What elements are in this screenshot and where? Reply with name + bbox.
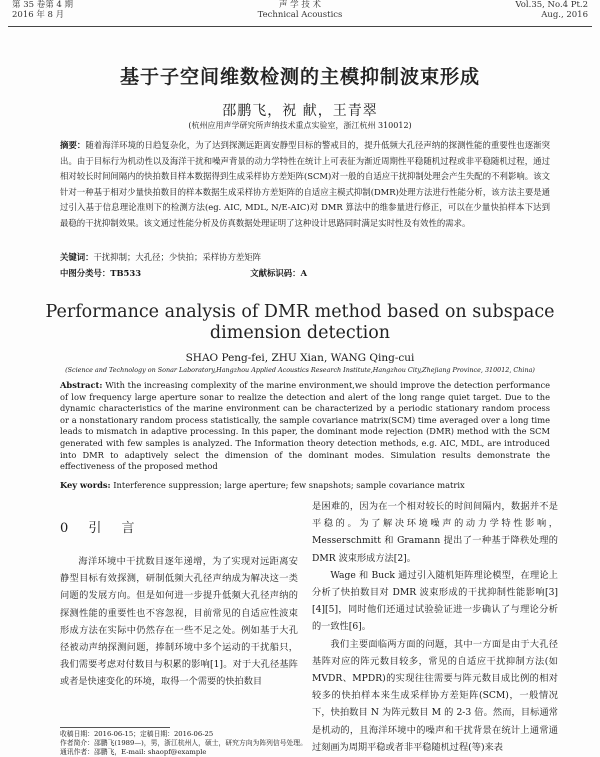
journal-issue: Vol.35, No.4 Pt.2 Aug., 2016 (515, 0, 588, 20)
title-zh: 基于子空间维数检测的主模抑制波束形成 (119, 66, 480, 88)
clc-value: TB533 (110, 268, 142, 278)
body-paragraph-2: Wage 和 Buck 通过引入随机矩阵理论模型，在理论上分析了快拍数目对 DMR 波束形成的干扰抑制性能影响[3][4][5]，同时他们还通过试验验证进一步确认了与理论分析的一致性[6]。 (312, 569, 558, 633)
abstract-en (60, 380, 550, 473)
body-paragraph-1: 是困难的，因为在一个相对较长的时间间隔内，数据并不是平稳的。为了解决环境噪声的动力学特性影响，Messerschmitt 和 Gramann 提出了一种基于降秩处理的 DMR 波束形成方法[2]。 (312, 501, 558, 564)
keywords-en (60, 480, 550, 491)
keywords-zh (60, 250, 550, 264)
affiliation-en: (Science and Technology on Sonar Laboratory,Hangzhou Applied Acoustics Research Institute,Hangzhou City,Zhejiang Province, 310012, China) (65, 366, 535, 374)
abstract-en-text: With the increasing complexity of the marine environment,we should improve the detection performance of low frequency large aperture sonar to realize the detection and alert of the long range quiet target. Due to the dynamic characteristics of the marine environment can be characterized by a periodic stationary random process or a nonstationary random process statistically, the sample covariance matrix(SCM) time averaged over a long time leads to mismatch in adaptive processing. In this paper, the dominant mode rejection (DMR) method with the SCM generated with few samples is analyzed. The Information theory detection methods, e.g. AIC, MDL, are introduced into DMR to adaptively select the dimension of the dominant modes. Simulation results demonstrate the effectiveness of the proposed method (60, 380, 550, 472)
abstract-zh (60, 138, 550, 231)
keywords-en-text: Interference suppression; large aperture; few snapshots; sample covariance matrix (113, 480, 465, 490)
body-paragraph-3: 我们主要面临两方面的问题，其中一方面是由于大孔径基阵对应的阵元数目较多，常见的自适应干扰抑制方法(如 MVDR、MPDR)的实现往往需要与阵元数目成比例的相对较多的快拍样本来生成采样协方差矩阵(SCM)，一般情况下，快拍数目 N 为阵元数目 M 的 2-3 倍。然而，目标通常是机动的，且海洋环境中的噪声和干扰背景在统计上通常通过刻画为周期平稳或者非平稳随机过程(等)来表 (312, 638, 558, 753)
section-heading: 0 引 言 (60, 521, 143, 536)
abstract-zh-label: 摘要： (60, 140, 86, 150)
body-column-left: 海洋环境中干扰数目逐年递增，为了实现对远距离安静型目标有效探测，研制低频大孔径声纳成为解决这一类问题的发展方向。但是如何进一步提升低频大孔径声纳的探测性能的重要性也不容忽视，目前常见的自适应性波束形成方法在实际中仍然存在一些不足之处。例如基于大孔径被动声纳探测问题，捧制环境中多个运动的干扰船只，我们需要考虑对付数目与积累的影响[1]。对于大孔径基阵或者是快速变化的环境，取得一个需要的快拍数目 (60, 556, 298, 688)
keywords-zh-text: 干扰抑制；大孔径；少快拍；采样协方差矩阵 (93, 252, 261, 262)
footnote-rule (60, 727, 170, 728)
footnote-received: 收稿日期：2016-06-15；定稿日期：2016-06-25 (60, 730, 214, 738)
classification-line (60, 266, 550, 280)
authors-en: SHAO Peng-fei, ZHU Xian, WANG Qing-cui (185, 352, 415, 364)
title-en: Performance analysis of DMR method based on subspace dimension detection (45, 302, 555, 343)
clc-label: 中图分类号： (60, 268, 111, 278)
footnote-author: 作者简介：邵鹏飞(1989—)，男，浙江杭州人，硕士，研究方向为阵列信号处理。 (60, 739, 307, 747)
abstract-en-label: Abstract: (60, 380, 103, 390)
keywords-zh-label: 关键词： (60, 252, 94, 262)
doc-code-label: 文献标识码： (250, 268, 301, 278)
footnote-contact: 通讯作者：邵鹏飞，E-mail: shaopf@example (60, 748, 207, 756)
abstract-zh-text: 随着海洋环境的日趋复杂化，为了达到探测远距离安静型目标的警戒目的，提升低频大孔径声纳的探测性能的重要性也逐渐突出。由于目标行为机动性以及海洋干扰和噪声背景的动力学特性在统计上可表征为渐近周期性平稳随机过程或非平稳随机过程，通过相对较长时间间隔内的快拍数目样本数据得到生成采样协方差矩阵(SCM)对一般的自适应干扰抑制处理会产生失配的不利影响。该文针对一种基于相对少量快拍数目的样本数据生成采样协方差矩阵的自适应主模式抑制(DMR)处理方法进行性能分析，该方法主要是通过引入基于信息理论准则下的检测方法(eg. AIC, MDL, N/E-AIC)对 DMR 算法中的维参量进行修正，可以在少量快拍样本下达到最稳的干扰抑制效果。该文通过性能分析及仿真数据处理证明了这种设计思路同时满足实时性及有效性的需求。 (60, 140, 551, 228)
journal-name: 声 学 技 术 Technical Acoustics (257, 0, 343, 20)
header-rule (8, 26, 592, 27)
journal-volume: 第 35 卷第 4 期 2016 年 8 月 (12, 0, 74, 20)
keywords-en-label: Key words: (60, 480, 111, 490)
authors-zh: 邵鹏飞，祝 献，王青翠 (222, 103, 378, 119)
body-column-right (312, 498, 558, 756)
footnote (60, 730, 307, 757)
affiliation-zh: (杭州应用声学研究所声纳技术重点实验室，浙江杭州 310012) (188, 121, 412, 130)
doc-code-value: A (300, 268, 307, 278)
